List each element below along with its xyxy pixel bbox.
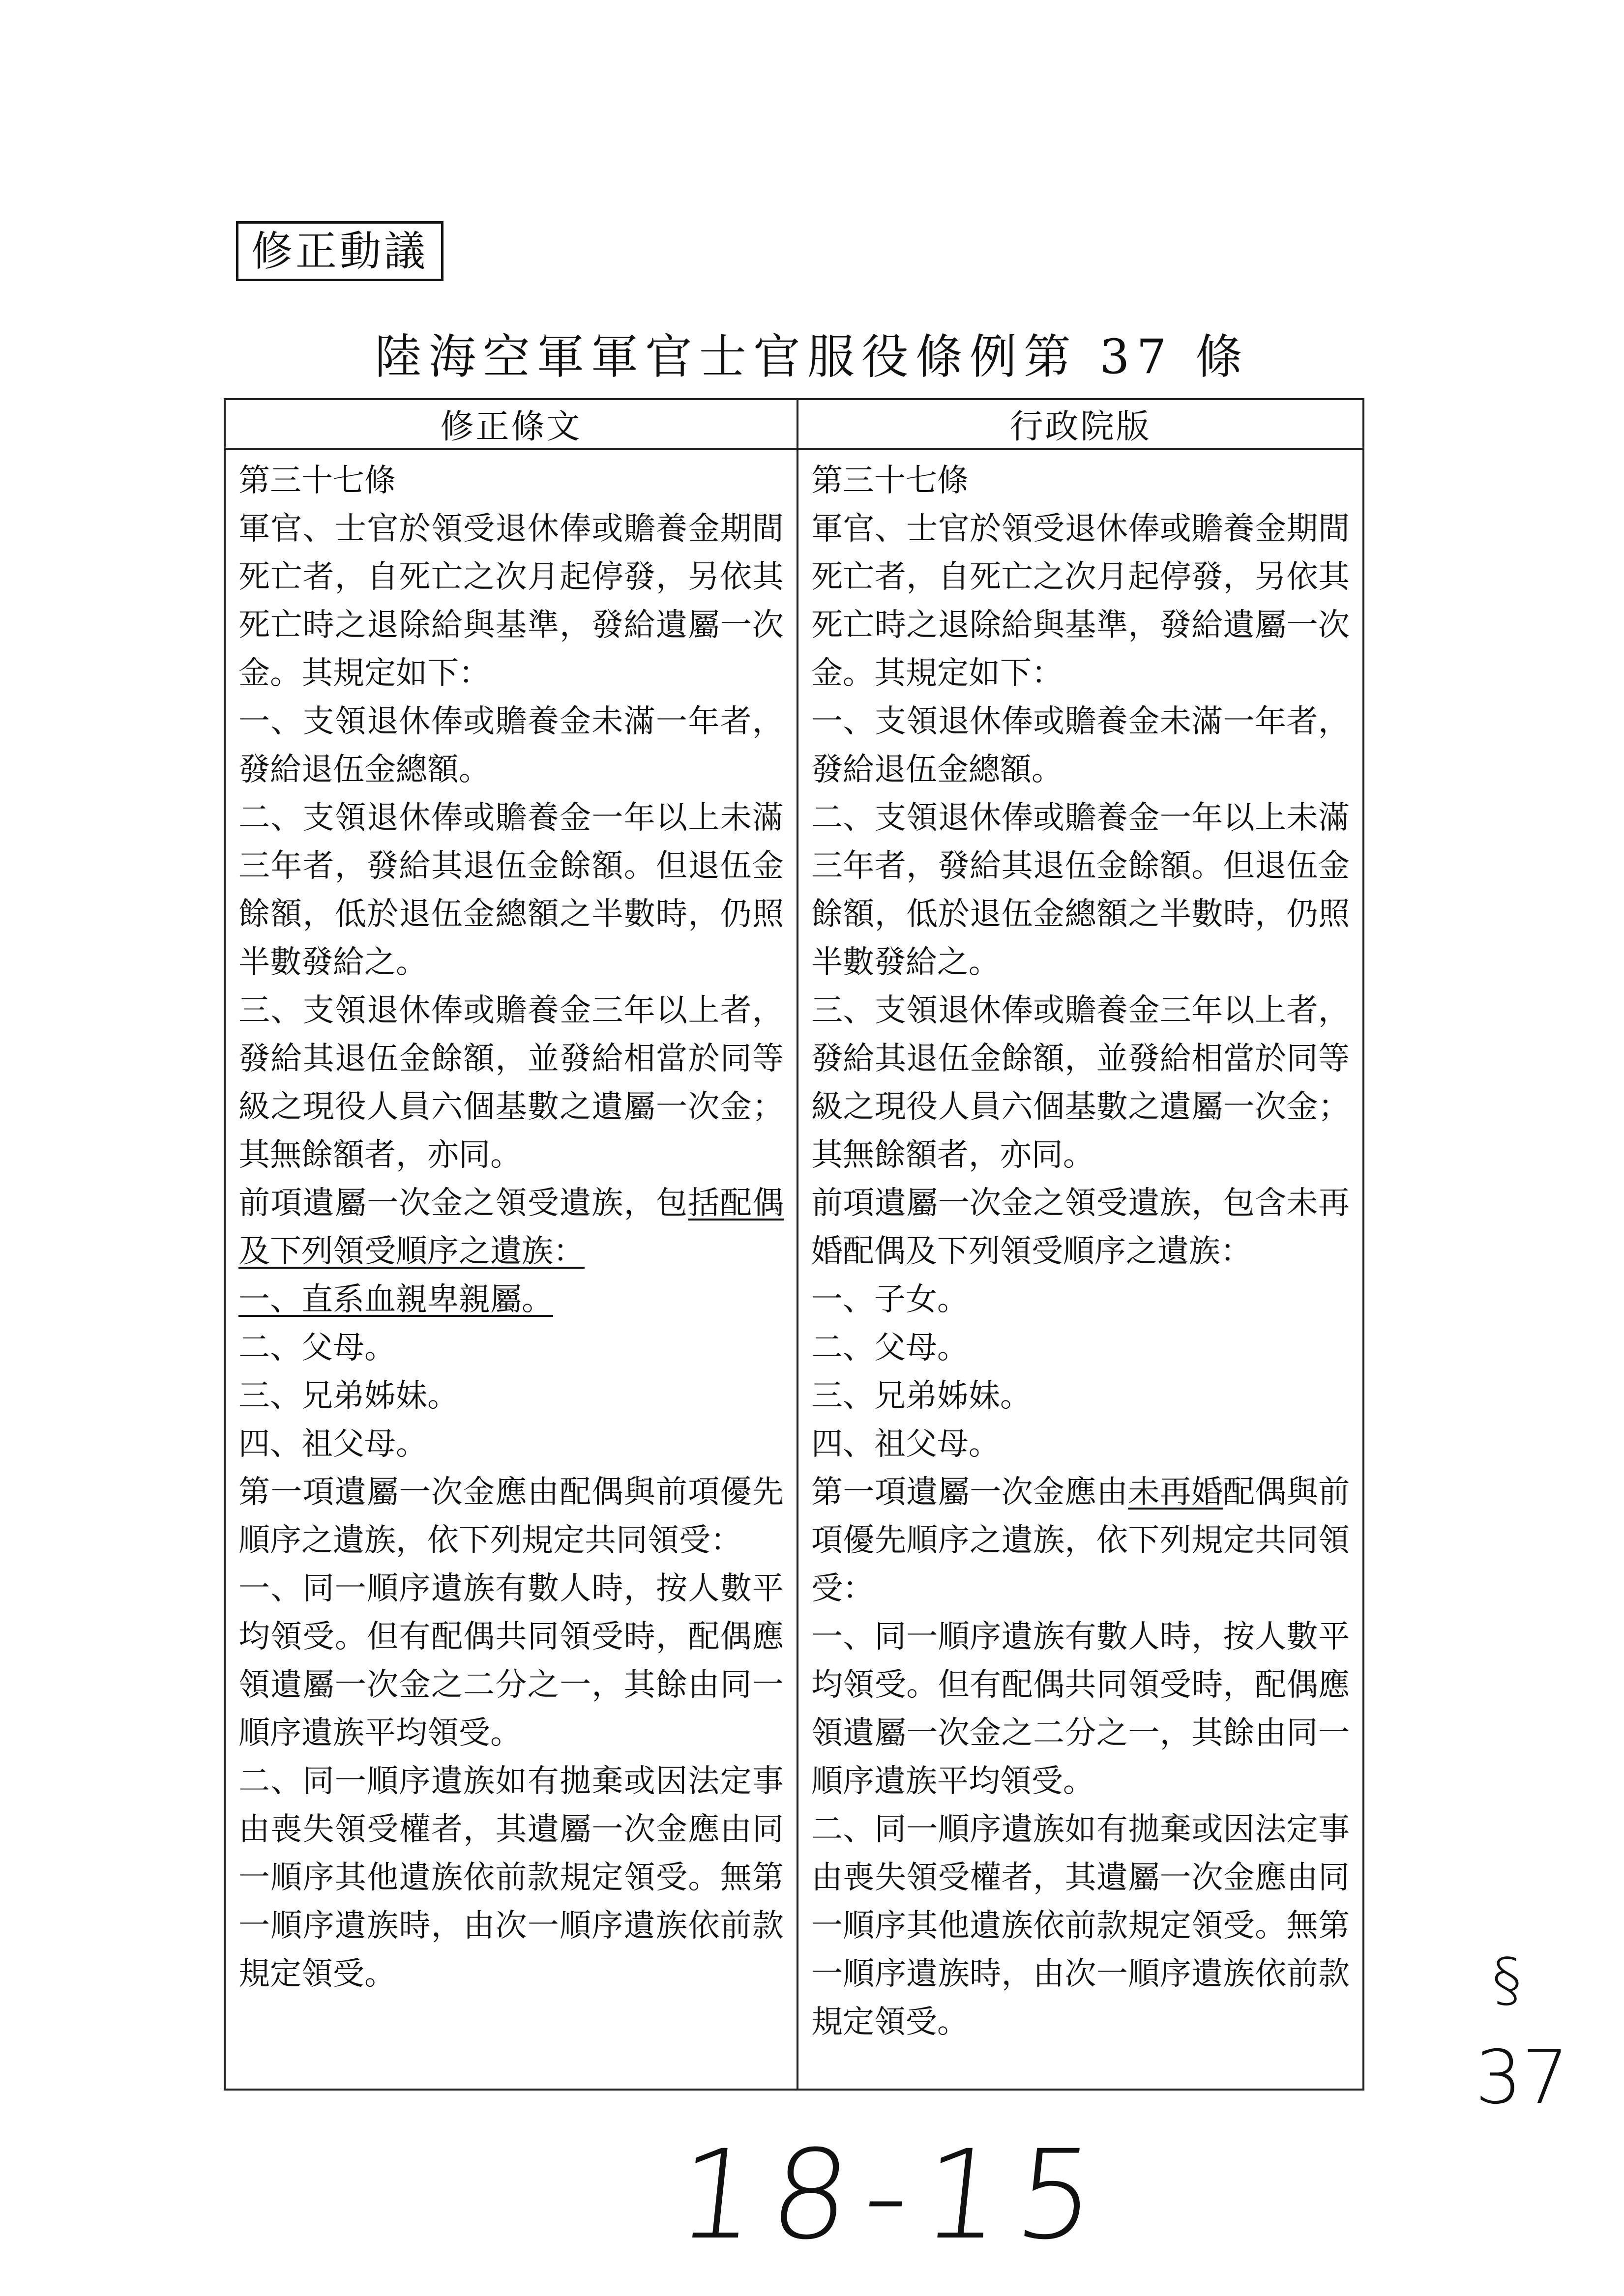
text-segment: 一、同一順序遺族有數人時，按人數平均領受。但有配偶共同領受時，配偶應領遺屬一次金之二分之一，其餘由同一順序遺族平均領受。: [811, 1619, 1350, 1800]
comparison-table: [224, 398, 1364, 2091]
text-segment: 二、同一順序遺族如有拋棄或因法定事由喪失領受權者，其遺屬一次金應由同一順序其他遺族依前款規定領受。無第一順序遺族時，由次一順序遺族依前款規定領受。: [811, 1811, 1350, 2040]
text-segment: 第一項遺屬一次金應由配偶與前項優先順序之遺族，依下列規定共同領受：: [238, 1474, 784, 1559]
text-segment: 三、支領退休俸或贍養金三年以上者，發給其退伍金餘額，並發給相當於同等級之現役人員六個基數之遺屬一次金；其無餘額者，亦同。: [811, 992, 1350, 1173]
amendment-badge: 修正動議: [236, 221, 443, 281]
executive-paragraph: [811, 794, 1350, 987]
text-segment: 前項遺屬一次金之領受遺族，包: [238, 1185, 688, 1221]
document-title: 陸海空軍軍官士官服役條例第 37 條: [374, 329, 1250, 384]
executive-paragraph: [811, 457, 1350, 505]
executive-paragraph: [811, 698, 1350, 794]
text-segment: 三、兄弟姊妹。: [811, 1378, 1032, 1414]
amended-paragraph: [238, 1179, 784, 1276]
header-amended-text: 修正條文: [225, 399, 797, 449]
executive-paragraph: [811, 1805, 1350, 2046]
table-body-row: [225, 449, 1363, 2090]
executive-paragraph: [811, 1468, 1350, 1613]
underlined-text: 括配偶及下列領受順序之遺族：: [238, 1185, 784, 1270]
table-header-row: [225, 399, 1363, 449]
text-segment: 配偶與前項優先順序之遺族，依下列規定共同領受：: [811, 1474, 1350, 1607]
executive-paragraph: [811, 1324, 1350, 1372]
text-segment: 四、祖父母。: [811, 1426, 1000, 1462]
amended-paragraph: [238, 987, 784, 1179]
handwritten-section-mark: §: [1492, 1947, 1522, 2015]
text-segment: 二、同一順序遺族如有拋棄或因法定事由喪失領受權者，其遺屬一次金應由同一順序其他遺族依前款規定領受。無第一順序遺族時，由次一順序遺族依前款規定領受。: [238, 1763, 784, 1992]
amended-paragraph: [238, 1324, 784, 1372]
handwritten-page-number: 18-15: [671, 2123, 1117, 2267]
executive-paragraph: [811, 1420, 1350, 1468]
amended-paragraph: [238, 1372, 784, 1420]
amended-paragraph: [238, 457, 784, 505]
amended-paragraph: [238, 505, 784, 698]
text-segment: 三、兄弟姊妹。: [238, 1378, 459, 1414]
underlined-text: 一、直系血親卑親屬。: [238, 1281, 553, 1318]
amended-paragraph: [238, 1565, 784, 1757]
text-segment: 一、支領退休俸或贍養金未滿一年者，發給退伍金總額。: [811, 703, 1350, 788]
executive-paragraph: [811, 1372, 1350, 1420]
amended-paragraph: [238, 794, 784, 987]
executive-paragraph: [811, 1613, 1350, 1805]
text-segment: 四、祖父母。: [238, 1426, 427, 1462]
text-segment: 二、支領退休俸或贍養金一年以上未滿三年者，發給其退伍金餘額。但退伍金餘額，低於退伍金總額之半數時，仍照半數發給之。: [811, 800, 1350, 981]
amended-text-column: [225, 449, 797, 2090]
text-segment: 二、父母。: [811, 1330, 969, 1366]
text-segment: 第一項遺屬一次金應由: [811, 1474, 1128, 1511]
text-segment: 一、子女。: [811, 1281, 969, 1318]
executive-paragraph: [811, 987, 1350, 1179]
text-segment: 前項遺屬一次金之領受遺族，包含未再婚配偶及下列領受順序之遺族：: [811, 1185, 1350, 1270]
amended-paragraph: [238, 1468, 784, 1565]
text-segment: 第三十七條: [238, 463, 396, 499]
underlined-text: 未再婚: [1128, 1474, 1223, 1511]
executive-paragraph: [811, 1179, 1350, 1276]
executive-paragraph: [811, 505, 1350, 698]
executive-version-column: [797, 449, 1363, 2090]
executive-paragraph: [811, 1276, 1350, 1324]
text-segment: 軍官、士官於領受退休俸或贍養金期間死亡者，自死亡之次月起停發，另依其死亡時之退除給與基準，發給遺屬一次金。其規定如下：: [238, 511, 784, 692]
handwritten-article-number: 37: [1475, 2035, 1569, 2121]
header-executive-version: 行政院版: [797, 399, 1363, 449]
amended-paragraph: [238, 1757, 784, 1998]
text-segment: 三、支領退休俸或贍養金三年以上者，發給其退伍金餘額，並發給相當於同等級之現役人員六個基數之遺屬一次金；其無餘額者，亦同。: [238, 992, 784, 1173]
text-segment: 第三十七條: [811, 463, 969, 499]
text-segment: 軍官、士官於領受退休俸或贍養金期間死亡者，自死亡之次月起停發，另依其死亡時之退除給與基準，發給遺屬一次金。其規定如下：: [811, 511, 1350, 692]
text-segment: 一、支領退休俸或贍養金未滿一年者，發給退伍金總額。: [238, 703, 784, 788]
amended-paragraph: [238, 698, 784, 794]
text-segment: 二、父母。: [238, 1330, 396, 1366]
text-segment: 二、支領退休俸或贍養金一年以上未滿三年者，發給其退伍金餘額。但退伍金餘額，低於退伍金總額之半數時，仍照半數發給之。: [238, 800, 784, 981]
amended-paragraph: [238, 1420, 784, 1468]
text-segment: 一、同一順序遺族有數人時，按人數平均領受。但有配偶共同領受時，配偶應領遺屬一次金之二分之一，其餘由同一順序遺族平均領受。: [238, 1570, 784, 1751]
amended-paragraph: [238, 1276, 784, 1324]
